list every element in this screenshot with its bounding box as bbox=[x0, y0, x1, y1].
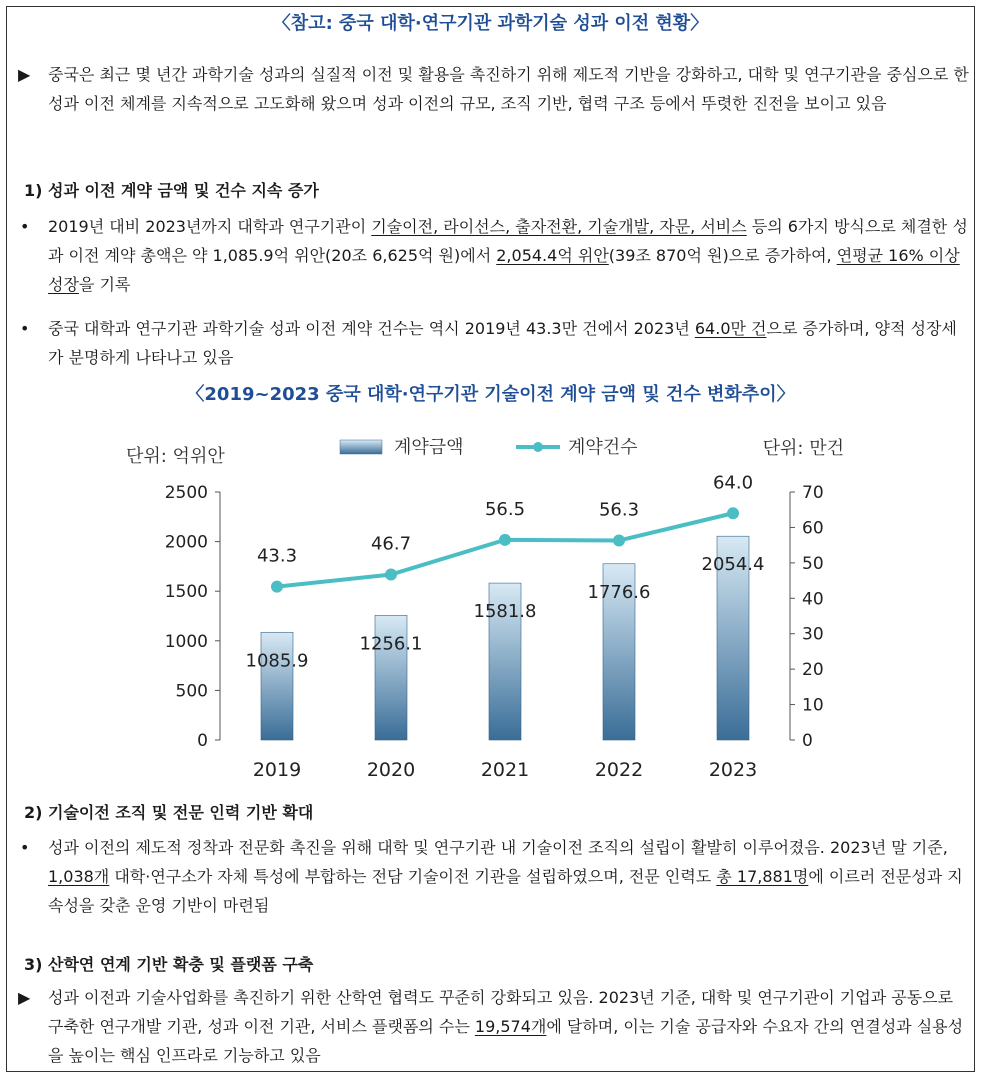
line-point-2021 bbox=[499, 534, 511, 546]
bar-value-label: 1085.9 bbox=[245, 650, 309, 672]
bullet-icon: • bbox=[20, 838, 30, 857]
left-tick-label: 0 bbox=[197, 731, 208, 751]
highlight-amount: 2,054.4억 위안 bbox=[496, 246, 609, 265]
right-unit-label: 단위: 만건 bbox=[762, 438, 844, 459]
bullet-icon: • bbox=[20, 217, 30, 236]
intro-paragraph: 중국은 최근 몇 년간 과학기술 성과의 실질적 이전 및 활용을 촉진하기 위해 제도적 기반을 강화하고, 대학 및 연구기관을 중심으로 한 성과 이전 체계를 지속적으로 고도화해 왔으며 성과 이전의 규모, 조직 기반, 협력 구조 등에서 뚜렷한 진전을 보이고 있음 bbox=[48, 65, 969, 113]
legend-bar-label: 계약금액 bbox=[394, 437, 464, 458]
x-tick-label: 2022 bbox=[594, 759, 644, 781]
section1-bullet1 bbox=[48, 212, 970, 299]
triangle-bullet-icon: ▶ bbox=[18, 65, 31, 84]
line-point-2020 bbox=[385, 569, 397, 581]
text: 대학·연구소가 자체 특성에 부합하는 전담 기술이전 기관을 설립하였으며, 전문 인력도 bbox=[109, 867, 717, 886]
highlight-staff: 총 17,881명 bbox=[716, 867, 809, 886]
section3-heading: 3) 산학연 연계 기반 확충 및 플랫폼 구축 bbox=[24, 955, 314, 974]
left-tick-label: 2500 bbox=[164, 483, 208, 503]
line-value-label: 43.3 bbox=[256, 545, 298, 567]
text: 에 이르러 전문성과 지속성을 갖춘 운영 기반이 마련됨 bbox=[48, 867, 963, 915]
x-tick-label: 2019 bbox=[252, 759, 302, 781]
left-tick-label: 2000 bbox=[164, 532, 208, 553]
bar-value-label: 2054.4 bbox=[701, 554, 765, 576]
right-tick-label: 10 bbox=[802, 695, 824, 716]
right-tick-label: 70 bbox=[802, 483, 824, 503]
bar-2019 bbox=[261, 632, 293, 740]
left-unit-label: 단위: 억위안 bbox=[126, 446, 225, 467]
right-tick-label: 20 bbox=[802, 660, 824, 681]
line-value-label: 46.7 bbox=[370, 533, 412, 555]
x-tick-label: 2020 bbox=[366, 759, 416, 781]
highlight-growth: 연평균 16% 이상 성장 bbox=[48, 246, 960, 294]
line-point-2022 bbox=[613, 535, 625, 547]
chart bbox=[116, 420, 856, 792]
highlight-platforms: 19,574개 bbox=[474, 1017, 547, 1036]
right-tick-label: 30 bbox=[802, 624, 824, 645]
bar-value-label: 1776.6 bbox=[587, 581, 651, 603]
count-line bbox=[277, 513, 733, 586]
text: 등의 6가지 방식으로 체결한 성과 이전 계약 총액은 약 1,085.9억 위안(20조 6,625억 원)에서 bbox=[48, 217, 968, 265]
bar-value-label: 1256.1 bbox=[359, 633, 423, 655]
left-tick-label: 1500 bbox=[164, 582, 208, 603]
chart-title: 〈2019~2023 중국 대학·연구기관 기술이전 계약 금액 및 건수 변화추이〉 bbox=[186, 384, 795, 405]
line-value-label: 64.0 bbox=[712, 472, 754, 494]
text: 중국 대학과 연구기관 과학기술 성과 이전 계약 건수는 역시 2019년 43.3만 건에서 2023년 bbox=[48, 319, 695, 338]
legend-bar-swatch bbox=[340, 440, 382, 454]
left-tick-label: 1000 bbox=[164, 631, 208, 652]
right-tick-label: 60 bbox=[802, 518, 824, 539]
text: 을 기록 bbox=[78, 275, 131, 294]
section2-heading: 2) 기술이전 조직 및 전문 인력 기반 확대 bbox=[24, 803, 314, 822]
x-tick-label: 2021 bbox=[480, 759, 530, 781]
line-value-label: 56.3 bbox=[598, 499, 640, 521]
text: (39조 870억 원)으로 증가하여, bbox=[608, 246, 837, 265]
bar-value-label: 1581.8 bbox=[473, 601, 537, 623]
right-tick-label: 50 bbox=[802, 553, 824, 574]
highlight-institutions: 1,038개 bbox=[48, 867, 110, 886]
legend-line-marker bbox=[533, 442, 543, 452]
section2-bullet1 bbox=[48, 833, 970, 920]
highlight-count: 64.0만 건 bbox=[694, 319, 767, 338]
page-title: 〈참고: 중국 대학·연구기관 과학기술 성과 이전 현황〉 bbox=[272, 13, 709, 34]
text: 으로 증가하며, 양적 성장세가 분명하게 나타나고 있음 bbox=[48, 319, 957, 367]
text: 성과 이전의 제도적 정착과 전문화 촉진을 위해 대학 및 연구기관 내 기술이전 조직의 설립이 활발히 이루어졌음. 2023년 말 기준, bbox=[48, 838, 948, 857]
text: 성과 이전과 기술사업화를 촉진하기 위한 산학연 협력도 꾸준히 강화되고 있음. 2023년 기준, 대학 및 연구기관이 기업과 공동으로 구축한 연구개발 기관, 성과 이전 기관, 서비스 플랫폼의 수는 bbox=[48, 988, 954, 1036]
right-tick-label: 40 bbox=[802, 589, 824, 610]
right-tick-label: 0 bbox=[802, 731, 813, 751]
legend-line-label: 계약건수 bbox=[568, 437, 638, 458]
text: 2019년 대비 2023년까지 대학과 연구기관이 bbox=[48, 217, 372, 236]
left-tick-label: 500 bbox=[175, 681, 208, 702]
highlight-methods: 기술이전, 라이선스, 출자전환, 기술개발, 자문, 서비스 bbox=[371, 217, 747, 236]
line-point-2019 bbox=[271, 581, 283, 593]
bullet-icon: • bbox=[20, 319, 30, 338]
section3-bullet1 bbox=[48, 983, 970, 1070]
triangle-bullet-icon: ▶ bbox=[18, 988, 31, 1007]
section1-heading: 1) 성과 이전 계약 금액 및 건수 지속 증가 bbox=[24, 181, 319, 200]
line-point-2023 bbox=[727, 507, 739, 519]
text: 에 달하며, 이는 기술 공급자와 수요자 간의 연결성과 실용성을 높이는 핵심 인프라로 기능하고 있음 bbox=[48, 1017, 964, 1065]
x-tick-label: 2023 bbox=[708, 759, 758, 781]
line-value-label: 56.5 bbox=[484, 498, 526, 520]
section1-bullet2 bbox=[48, 314, 970, 372]
